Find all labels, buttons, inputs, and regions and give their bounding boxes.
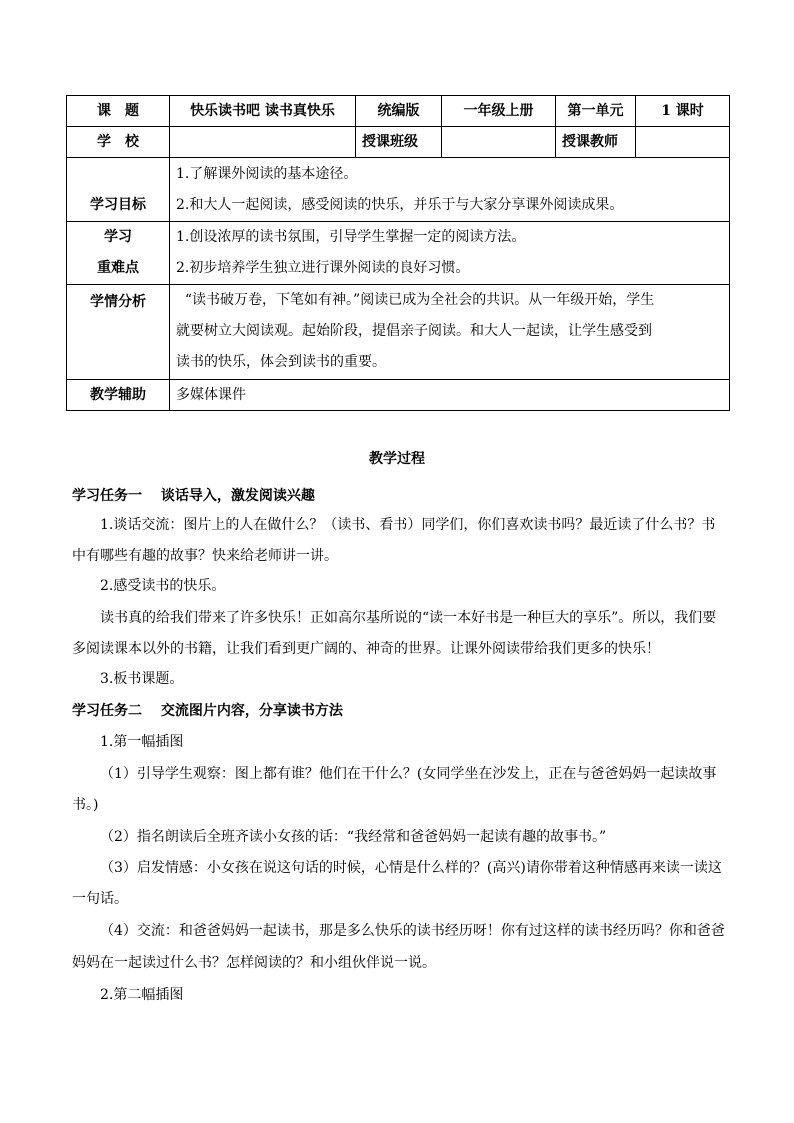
task2-line: （1）引导学生观察：图上都有谁？他们在干什么？(女同学坐在沙发上，正在与爸爸妈妈一起读故事 bbox=[100, 766, 717, 782]
goals-content bbox=[170, 158, 730, 222]
table-row bbox=[67, 285, 730, 380]
key-content bbox=[170, 222, 730, 285]
key-label bbox=[67, 222, 170, 285]
task2-line: （3）启发情感：小女孩在说这句话的时候，心情是什么样的？(高兴)请你带着这种情感再来读一读这 bbox=[100, 860, 722, 876]
edition: 统编版 bbox=[356, 96, 442, 127]
task2-line: （2）指名朗读后全班齐读小女孩的话：“我经常和爸爸妈妈一起读有趣的故事书。” bbox=[100, 829, 607, 845]
subject-label: 课 题 bbox=[67, 96, 170, 127]
analysis-label: 学情分析 bbox=[67, 285, 170, 380]
lesson-title: 快乐读书吧 读书真快乐 bbox=[170, 96, 356, 127]
table-row bbox=[67, 222, 730, 285]
key-label-line: 重难点 bbox=[97, 260, 139, 276]
task1-line: 多阅读课本以外的书籍，让我们看到更广阔的、神奇的世界。让课外阅读带给我们更多的快乐！ bbox=[72, 641, 660, 657]
task1-line: 1.谈话交流：图片上的人在做什么？（读书、看书）同学们，你们喜欢读书吗？最近读了什么书？书 bbox=[100, 517, 716, 533]
grade: 一年级上册 bbox=[442, 96, 556, 127]
analysis-line: “读书破万卷，下笔如有神。”阅读已成为全社会的共识。从一年级开始，学生 bbox=[176, 292, 655, 308]
table-row bbox=[67, 96, 730, 127]
lesson-info-table bbox=[66, 95, 730, 411]
task1-line: 3.板书课题。 bbox=[100, 671, 184, 687]
task2-line: 2.第二幅插图 bbox=[100, 987, 184, 1003]
task2-line: 一句话。 bbox=[72, 891, 128, 907]
teacher-value bbox=[636, 127, 730, 158]
table-row bbox=[67, 127, 730, 158]
table-row bbox=[67, 158, 730, 222]
process-title: 教学过程 bbox=[369, 451, 425, 467]
task2-line: 妈妈在一起读过什么书？怎样阅读的？和小组伙伴说一说。 bbox=[72, 955, 436, 971]
goals-label-text: 学习目标 bbox=[90, 196, 146, 213]
key-label-line: 学习 bbox=[104, 229, 132, 245]
analysis-line: 读书的快乐，体会到读书的重要。 bbox=[176, 354, 386, 370]
aids-label: 教学辅助 bbox=[67, 380, 170, 411]
goal-item: 2.和大人一起阅读，感受阅读的快乐，并乐于与大家分享课外阅读成果。 bbox=[176, 196, 624, 213]
key-item: 1.创设浓厚的读书氛围，引导学生掌握一定的阅读方法。 bbox=[176, 229, 526, 245]
class-hours: 1 课时 bbox=[636, 96, 730, 127]
school-label: 学 校 bbox=[67, 127, 170, 158]
school-value bbox=[170, 127, 356, 158]
table-row bbox=[67, 380, 730, 411]
task1-line: 中有哪些有趣的故事？快来给老师讲一讲。 bbox=[72, 548, 338, 564]
key-item: 2.初步培养学生独立进行课外阅读的良好习惯。 bbox=[176, 260, 470, 276]
task1-heading: 学习任务一 谈话导入，激发阅读兴趣 bbox=[72, 488, 315, 504]
unit: 第一单元 bbox=[556, 96, 636, 127]
task2-line: 1.第一幅插图 bbox=[100, 734, 184, 750]
task1-line: 2.感受读书的快乐。 bbox=[100, 578, 226, 594]
task2-line: （4）交流：和爸爸妈妈一起读书，那是多么快乐的读书经历呀！你有过这样的读书经历吗？你和爸爸 bbox=[100, 923, 725, 939]
analysis-line: 就要树立大阅读观。起始阶段，提倡亲子阅读。和大人一起读，让学生感受到 bbox=[176, 323, 652, 339]
goals-label bbox=[67, 158, 170, 222]
task1-line: 读书真的给我们带来了许多快乐！正如高尔基所说的“读一本好书是一种巨大的享乐”。所以，我们要 bbox=[100, 610, 717, 626]
task2-heading: 学习任务二 交流图片内容，分享读书方法 bbox=[72, 703, 343, 719]
class-value bbox=[442, 127, 556, 158]
aids-value: 多媒体课件 bbox=[170, 380, 730, 411]
class-label: 授课班级 bbox=[356, 127, 442, 158]
task2-line: 书。) bbox=[72, 797, 99, 813]
teacher-label: 授课教师 bbox=[556, 127, 636, 158]
goal-item: 1.了解课外阅读的基本途径。 bbox=[176, 165, 358, 182]
analysis-content bbox=[170, 285, 730, 380]
